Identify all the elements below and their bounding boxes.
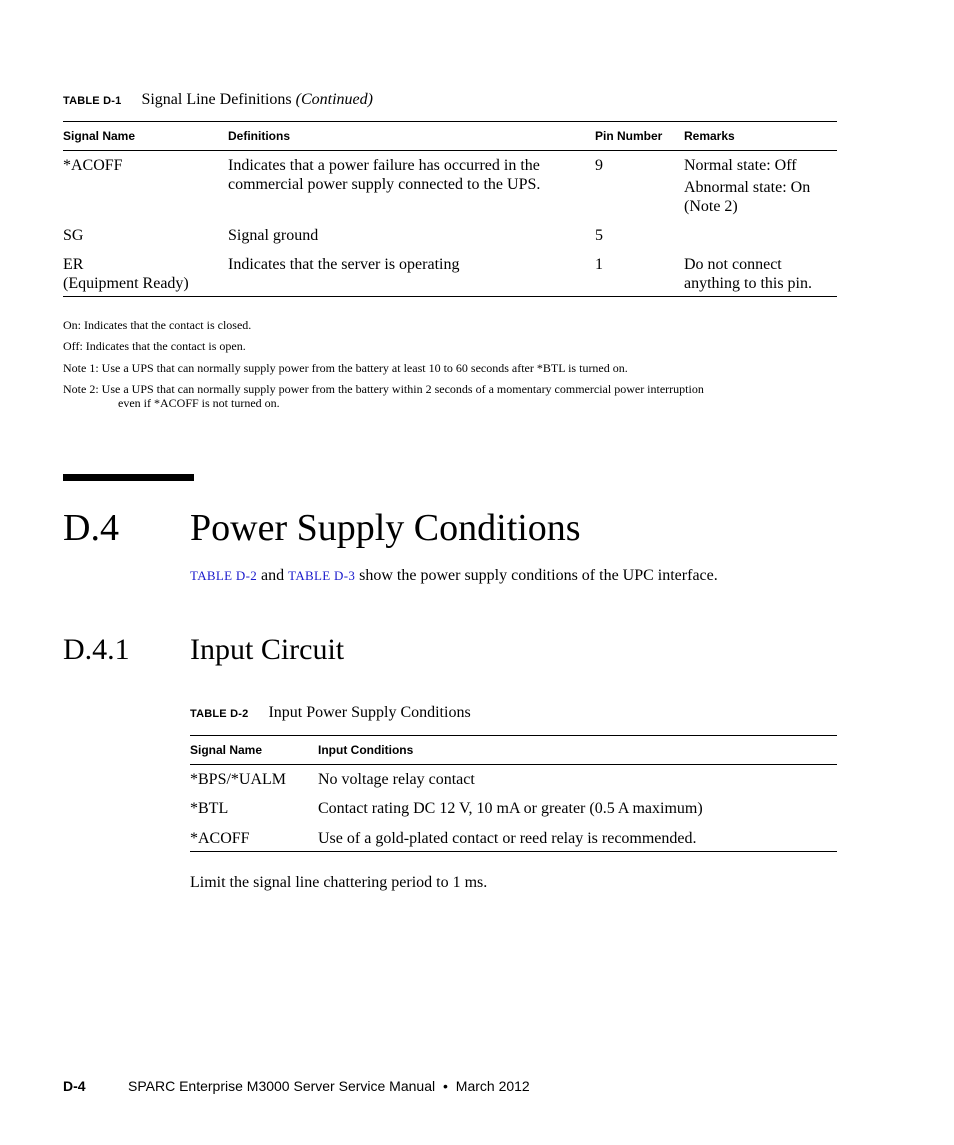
table-d2-row2-condition: Contact rating DC 12 V, 10 mA or greater (0.5 A maximum)	[318, 800, 703, 817]
table-d1-header-definitions: Definitions	[228, 129, 290, 143]
table-d1-note-2-line1: Note 2: Use a UPS that can normally supply power from the battery within 2 seconds of a momentary commercial power interruption	[63, 382, 704, 396]
section-d41-title: Input Circuit	[190, 633, 345, 666]
table-d1-note-2-line2: even if *ACOFF is not turned on.	[118, 396, 280, 410]
table-d1-caption	[63, 91, 373, 109]
table-d1-label: TABLE D-1	[63, 95, 122, 107]
table-d1-row3-signal-line2: (Equipment Ready)	[63, 275, 189, 292]
table-d1-header-pin: Pin Number	[595, 129, 663, 143]
table-d1-row1-remarks-line2: Abnormal state: On	[684, 179, 811, 196]
table-d1-header-rule	[63, 150, 837, 151]
table-d1-row1-remarks-line1: Normal state: Off	[684, 157, 797, 174]
table-d1-row3-definition: Indicates that the server is operating	[228, 256, 460, 273]
table-d1-row1-definition-line2: commercial power supply connected to the UPS.	[228, 176, 541, 193]
table-d2-row2-signal: *BTL	[190, 800, 229, 817]
table-d2-caption	[190, 704, 471, 722]
footer-doc-info	[128, 1078, 530, 1094]
table-d1-note-1: Note 1: Use a UPS that can normally supply power from the battery at least 10 to 60 seconds after *BTL is turned on.	[63, 361, 628, 375]
table-d1-row1-signal: *ACOFF	[63, 157, 123, 174]
section-d4-number: D.4	[63, 507, 119, 549]
footer-title: SPARC Enterprise M3000 Server Service Manual	[128, 1078, 436, 1094]
footer-date: March 2012	[455, 1078, 530, 1094]
table-d2-row3-condition: Use of a gold-plated contact or reed relay is recommended.	[318, 830, 697, 847]
table-d1-top-rule	[63, 121, 837, 122]
section-d4-intro	[190, 566, 718, 585]
table-d1-row3-signal: ER	[63, 256, 84, 273]
table-d2-row1-signal: *BPS/*UALM	[190, 771, 287, 788]
table-d2-header-conditions: Input Conditions	[318, 743, 414, 757]
table-d2-header-rule	[190, 764, 837, 765]
table-d1-title: Signal Line Definitions	[141, 91, 292, 108]
table-d1-header-remarks: Remarks	[684, 129, 735, 143]
table-d1-row3-remarks-line1: Do not connect	[684, 256, 782, 273]
section-d41-number: D.4.1	[63, 633, 130, 666]
link-table-d3[interactable]: TABLE D-3	[288, 568, 356, 583]
table-d1-bottom-rule	[63, 296, 837, 297]
table-d1-row1-definition-line1: Indicates that a power failure has occurred in the	[228, 157, 540, 174]
footer-bullet: •	[442, 1078, 448, 1094]
table-d2-row1-condition: No voltage relay contact	[318, 771, 475, 788]
intro-and: and	[257, 567, 289, 584]
footer-page-number: D-4	[63, 1078, 86, 1094]
intro-rest: show the power supply conditions of the UPC interface.	[355, 567, 718, 584]
table-d1-row1-pin: 9	[595, 157, 603, 174]
table-d1-row1-remarks-line3: (Note 2)	[684, 198, 738, 215]
table-d1-header-signal: Signal Name	[63, 129, 136, 143]
table-d1-note-off: Off: Indicates that the contact is open.	[63, 339, 246, 353]
table-d1-row2-definition: Signal ground	[228, 227, 319, 244]
table-d1-row3-pin: 1	[595, 256, 603, 273]
table-d1-title-suffix: (Continued)	[295, 91, 373, 108]
table-d2-bottom-rule	[190, 851, 837, 852]
table-d1-row3-remarks-line2: anything to this pin.	[684, 275, 812, 292]
table-d2-header-signal: Signal Name	[190, 743, 263, 757]
table-d1-row2-pin: 5	[595, 227, 603, 244]
table-d1-note-on: On: Indicates that the contact is closed.	[63, 318, 252, 332]
table-d2-title: Input Power Supply Conditions	[268, 704, 471, 721]
table-d2-label: TABLE D-2	[190, 708, 249, 720]
section-d4-title: Power Supply Conditions	[190, 507, 581, 549]
table-d2-top-rule	[190, 735, 837, 736]
table-d2-row3-signal: *ACOFF	[190, 830, 250, 847]
section-rule-bar	[63, 474, 194, 481]
link-table-d2[interactable]: TABLE D-2	[190, 568, 258, 583]
chattering-note: Limit the signal line chattering period to 1 ms.	[190, 874, 488, 891]
table-d1-row2-signal: SG	[63, 227, 84, 244]
